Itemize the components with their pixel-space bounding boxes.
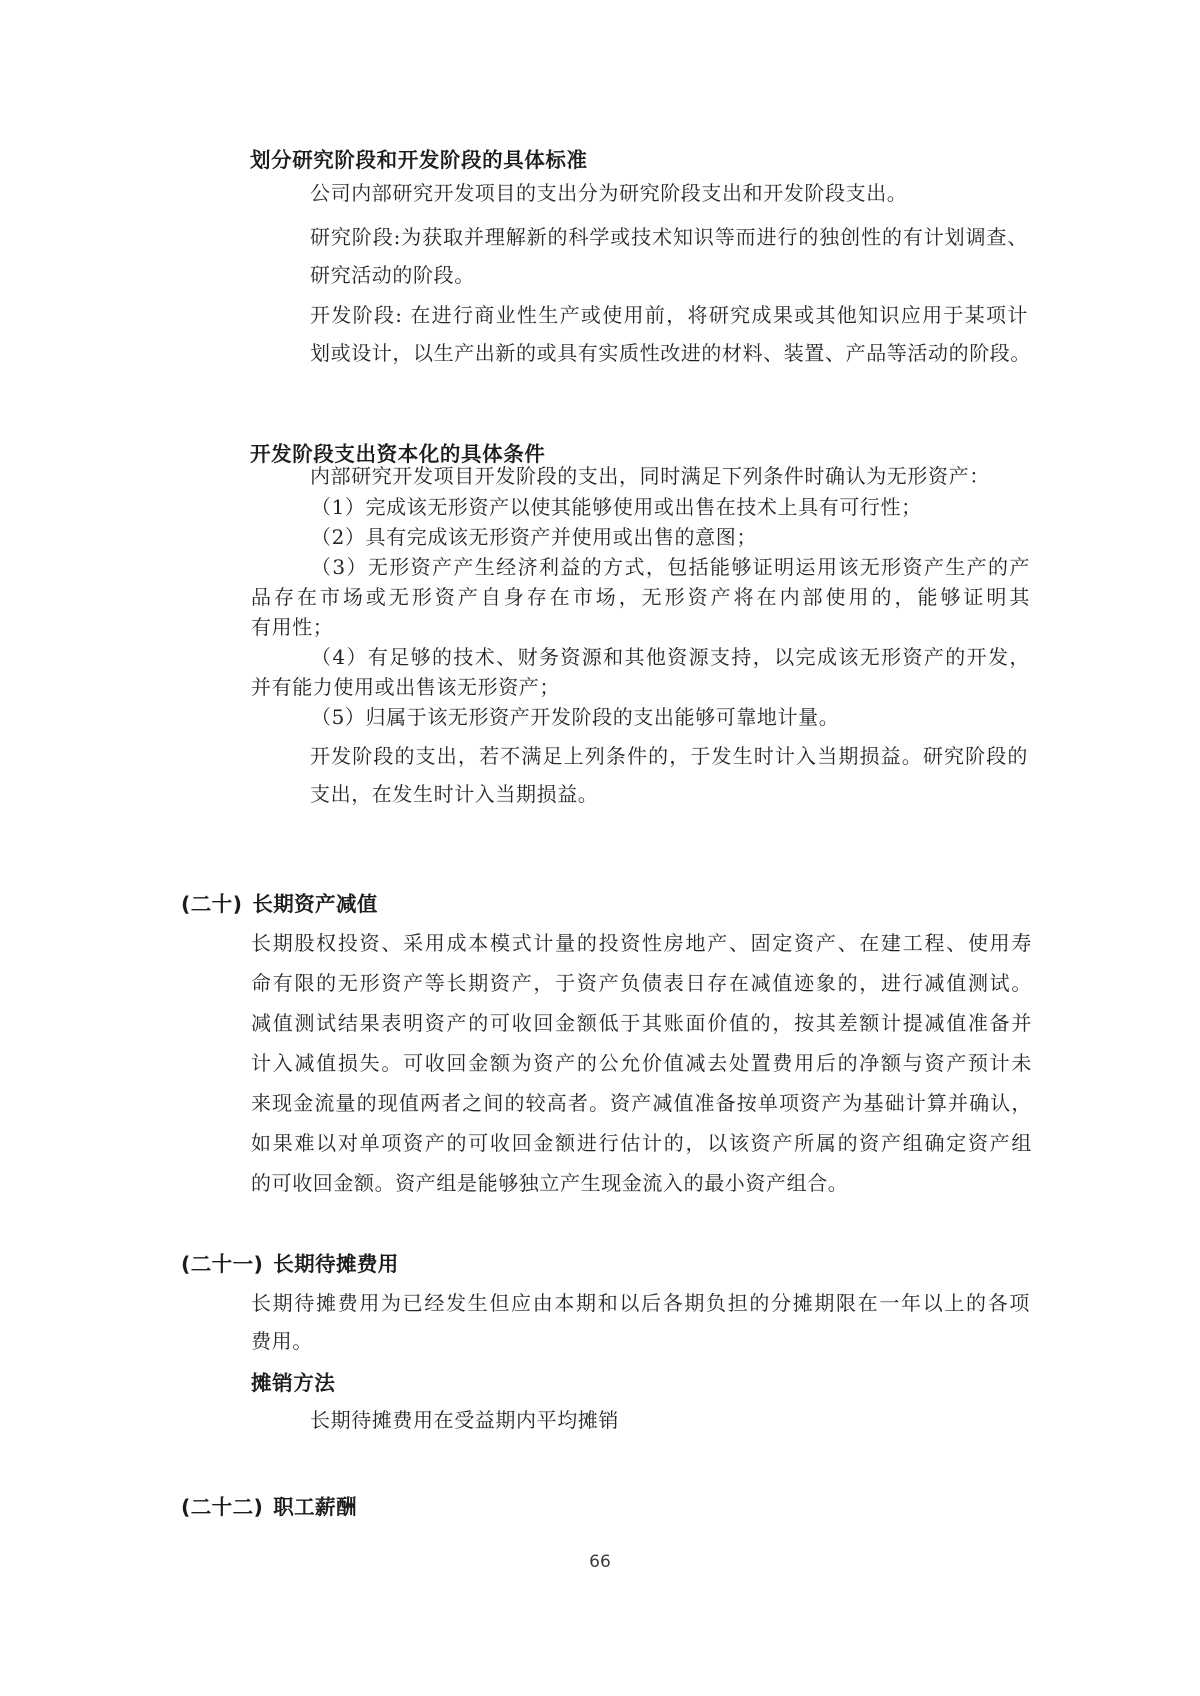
text-line: （5）归属于该无形资产开发阶段的支出能够可靠地计量。 [311,705,840,729]
section-title: 长期待摊费用 [273,1252,399,1276]
text-line: 研究阶段:为获取并理解新的科学或技术知识等而进行的独创性的有计划调查、 [310,225,1028,249]
section-heading [181,1490,357,1520]
section-title: 长期资产减值 [252,892,378,916]
paragraph [310,218,1028,294]
paragraph [310,296,1031,372]
list-item [251,702,1030,732]
text-line: 的可收回金额。资产组是能够独立产生现金流入的最小资产组合。 [251,1171,849,1195]
section-heading [181,1247,399,1277]
text-line: 并有能力使用或出售该无形资产； [251,675,560,699]
list-item [251,642,1030,702]
text-line: 开发阶段: 在进行商业性生产或使用前，将研究成果或其他知识应用于某项计 [310,303,1028,327]
text-line: 减值测试结果表明资产的可收回金额低于其账面价值的，按其差额计提减值准备并 [251,1011,1032,1035]
text-line: 长期待摊费用在受益期内平均摊销 [310,1408,619,1432]
text-line: 命有限的无形资产等长期资产，于资产负债表日存在减值迹象的，进行减值测试。 [251,971,1032,995]
paragraph [251,923,1032,1203]
text-line: 来现金流量的现值两者之间的较高者。资产减值准备按单项资产为基础计算并确认， [251,1091,1032,1115]
section-heading [181,887,378,917]
paragraph [251,1284,1030,1360]
text-line: 长期股权投资、采用成本模式计量的投资性房地产、固定资产、在建工程、使用寿 [251,931,1032,955]
list-item [251,552,1030,642]
page-number: 66 [589,1552,611,1572]
paragraph [310,462,1028,490]
text-line: （4）有足够的技术、财务资源和其他资源支持，以完成该无形资产的开发， [311,645,1030,669]
section-number-label: (二十一) [181,1252,264,1276]
text-line: 开发阶段的支出，若不满足上列条件的，于发生时计入当期损益。研究阶段的 [310,744,1028,768]
text-line: 研究活动的阶段。 [310,263,475,287]
paragraph [310,179,1028,207]
list-item [251,522,1030,552]
section-number-label: (二十) [181,892,243,916]
text-line: （2）具有完成该无形资产并使用或出售的意图； [311,525,757,549]
subsection-heading: 摊销方法 [251,1371,336,1395]
paragraph [310,737,1028,813]
text-line: （3）无形资产产生经济利益的方式，包括能够证明运用该无形资产生产的产 [311,555,1030,579]
paragraph [310,1406,1028,1434]
text-line: 公司内部研究开发项目的支出分为研究阶段支出和开发阶段支出。 [310,181,908,205]
section-number-label: (二十二) [181,1495,264,1519]
text-line: 费用。 [251,1329,313,1353]
text-line: 支出，在发生时计入当期损益。 [310,782,599,806]
text-line: 长期待摊费用为已经发生但应由本期和以后各期负担的分摊期限在一年以上的各项 [251,1291,1030,1315]
text-line: （1）完成该无形资产以使其能够使用或出售在技术上具有可行性； [311,495,922,519]
text-line: 内部研究开发项目开发阶段的支出，同时满足下列条件时确认为无形资产： [310,464,990,488]
text-line: 计入减值损失。可收回金额为资产的公允价值减去处置费用后的净额与资产预计未 [251,1051,1032,1075]
subsection-heading: 开发阶段支出资本化的具体条件 [250,442,546,466]
text-line: 划或设计，以生产出新的或具有实质性改进的材料、装置、产品等活动的阶段。 [310,341,1031,365]
text-line: 有用性； [251,615,334,639]
subsection-heading: 划分研究阶段和开发阶段的具体标准 [250,148,588,172]
list-item [251,492,1030,522]
section-title: 职工薪酬 [273,1495,357,1519]
text-line: 如果难以对单项资产的可收回金额进行估计的，以该资产所属的资产组确定资产组 [251,1131,1032,1155]
text-line: 品存在市场或无形资产自身存在市场，无形资产将在内部使用的，能够证明其 [251,585,1030,609]
